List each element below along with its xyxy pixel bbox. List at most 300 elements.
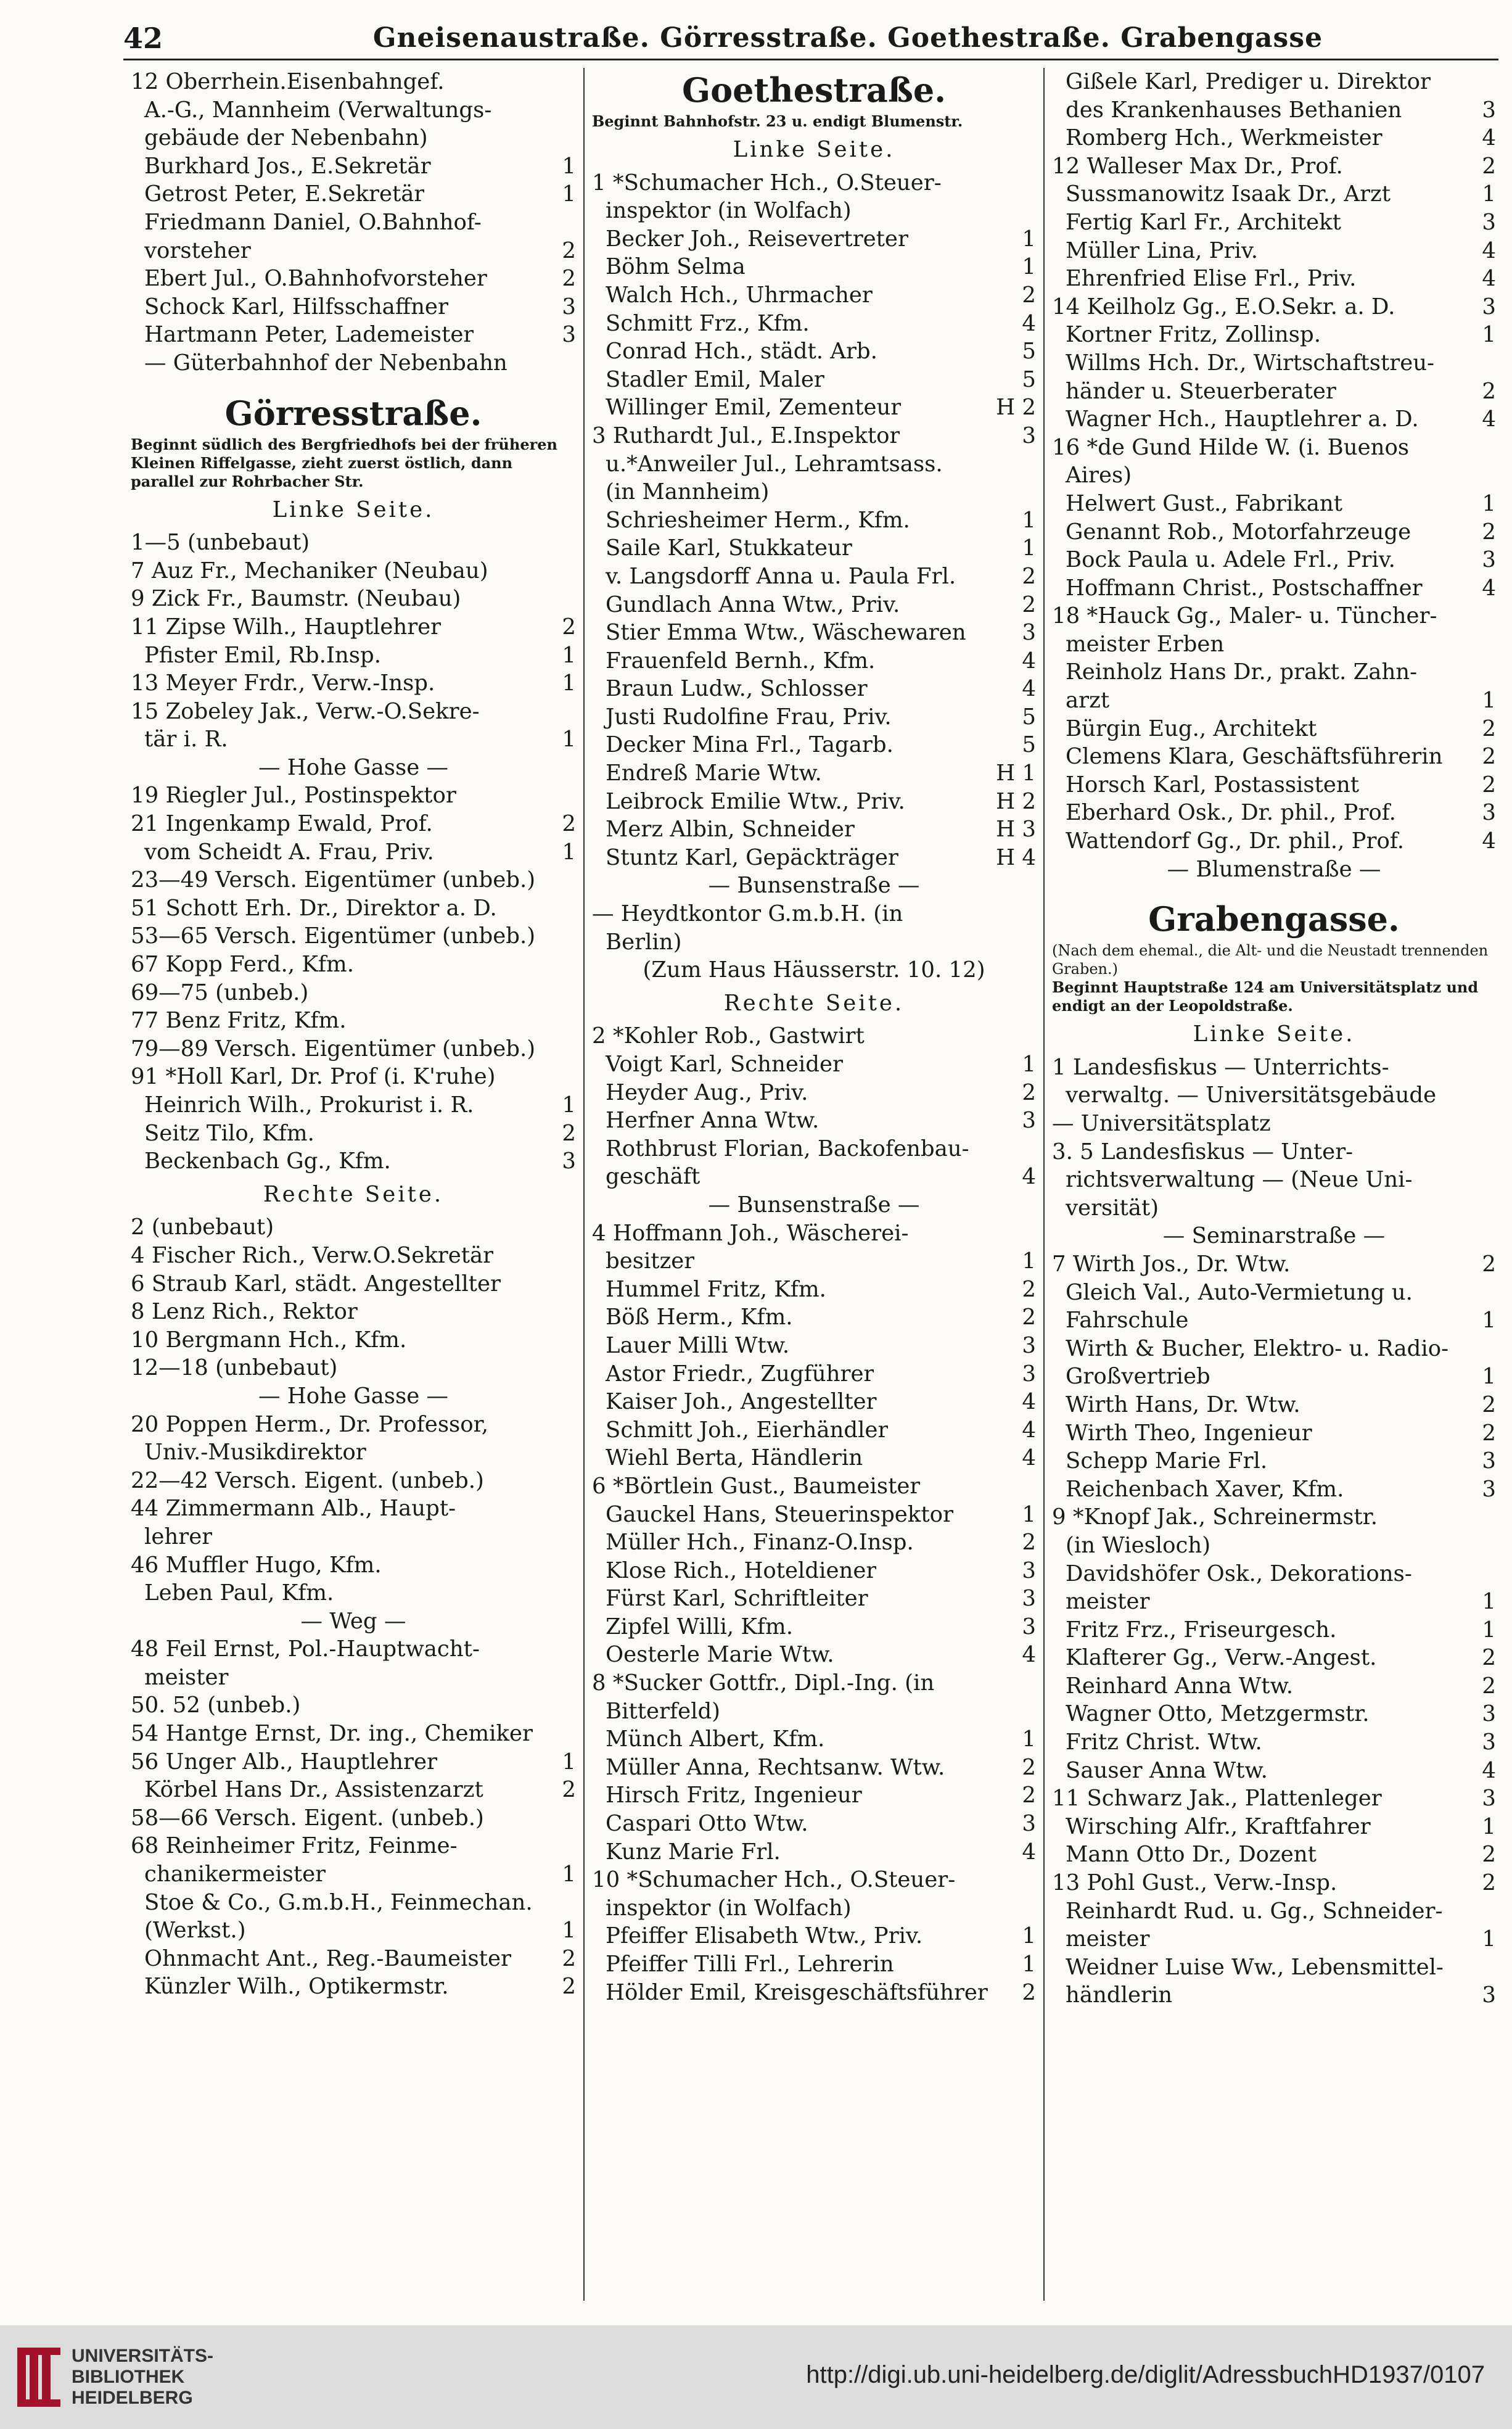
- directory-entry: [592, 1247, 1036, 1276]
- entry-text: Linke Seite.: [272, 497, 435, 522]
- floor-number: 2: [1022, 282, 1036, 308]
- directory-entry: [592, 1585, 1036, 1613]
- entry-text: — Hohe Gasse —: [258, 1383, 449, 1409]
- entry-text: 56 Unger Alb., Hauptlehrer: [131, 1749, 437, 1775]
- entry-text: Heinrich Wilh., Prokurist i. R.: [144, 1092, 474, 1118]
- floor-number: 1: [1482, 322, 1496, 348]
- entry-text: Fürst Karl, Schriftleiter: [606, 1586, 868, 1612]
- floor-number: 1: [562, 1092, 576, 1118]
- entry-text: Reinhard Anna Wtw.: [1066, 1673, 1293, 1699]
- entry-text: Beginnt südlich des Bergfriedhofs bei der früheren Kleinen Riffelgasse, zieht zuerst östlich, dann parallel zur Rohrbacher Str.: [131, 435, 557, 490]
- entry-text: 7 Auz Fr., Mechaniker (Neubau): [131, 558, 488, 584]
- entry-text: 21 Ingenkamp Ewald, Prof.: [131, 811, 433, 837]
- entry-text: Kunz Marie Frl.: [606, 1839, 781, 1865]
- entry-text: — Bunsenstraße —: [708, 873, 920, 899]
- directory-entry: [592, 1135, 1036, 1163]
- directory-entry: [592, 1163, 1036, 1191]
- entry-text: 3. 5 Landesfiskus — Unter-: [1052, 1139, 1354, 1165]
- directory-entry: [592, 1472, 1036, 1501]
- entry-text: 16 *de Gund Hilde W. (i. Buenos: [1052, 434, 1410, 460]
- source-url-link[interactable]: http://digi.ub.uni-heidelberg.de/diglit/AdressbuchHD1937/0107: [806, 2361, 1485, 2388]
- entry-text: Hirsch Fritz, Ingenieur: [606, 1783, 862, 1808]
- column-left: [123, 68, 583, 2301]
- floor-number: 1: [1022, 507, 1036, 533]
- entry-text: Lauer Milli Wtw.: [606, 1332, 790, 1358]
- directory-entry: [592, 1557, 1036, 1585]
- directory-entry: [1052, 461, 1496, 490]
- directory-entry: [1052, 1925, 1496, 1953]
- directory-entry: [1052, 1672, 1496, 1701]
- directory-entry: [1052, 1813, 1496, 1841]
- floor-number: 1: [1022, 1923, 1036, 1949]
- directory-entry: [131, 1438, 576, 1467]
- entry-text: Wagner Otto, Metzgermstr.: [1066, 1701, 1370, 1727]
- entry-text: (in Mannheim): [606, 479, 770, 505]
- directory-entry: [592, 1950, 1036, 1979]
- entry-text: u.*Anweiler Jul., Lehramtsass.: [606, 451, 943, 477]
- entry-text: vorsteher: [144, 237, 251, 263]
- floor-number: 1: [562, 670, 576, 696]
- entry-text: meister: [1066, 1589, 1150, 1615]
- entry-text: Aires): [1066, 463, 1132, 489]
- directory-entry: [1052, 1081, 1496, 1110]
- entry-text: 44 Zimmermann Alb., Haupt-: [131, 1496, 456, 1522]
- floor-number: 2: [1482, 744, 1496, 770]
- entry-text: Willinger Emil, Zementeur: [606, 395, 902, 421]
- directory-entry: [592, 1697, 1036, 1726]
- directory-entry: [592, 478, 1036, 506]
- entry-text: des Krankenhauses Bethanien: [1066, 97, 1402, 123]
- directory-entry: [1052, 1588, 1496, 1616]
- floor-number: 3: [1482, 1730, 1496, 1755]
- floor-number: 2: [562, 1777, 576, 1803]
- entry-text: 51 Schott Erh. Dr., Direktor a. D.: [131, 895, 497, 921]
- directory-entry: [592, 534, 1036, 563]
- entry-text: 9 Zick Fr., Baumstr. (Neubau): [131, 586, 461, 612]
- entry-text: Horsch Karl, Postassistent: [1066, 772, 1360, 798]
- entry-text: Stuntz Karl, Gepäckträger: [606, 844, 898, 870]
- floor-number: 1: [1022, 535, 1036, 561]
- entry-text: 8 Lenz Rich., Rektor: [131, 1299, 358, 1325]
- directory-entry: [592, 197, 1036, 225]
- entry-text: Becker Joh., Reisevertreter: [606, 226, 908, 252]
- directory-entry: [592, 563, 1036, 591]
- column-middle: [583, 68, 1043, 2301]
- floor-number: 2: [562, 237, 576, 263]
- entry-text: — Güterbahnhof der Nebenbahn: [144, 350, 507, 376]
- directory-entry: [131, 1832, 576, 1860]
- floor-number: 1: [1482, 1813, 1496, 1839]
- floor-number: 3: [1022, 620, 1036, 646]
- directory-entry: [1052, 434, 1496, 462]
- entry-text: Kaiser Joh., Angestellter: [606, 1389, 877, 1415]
- floor-number: 3: [1482, 1786, 1496, 1812]
- floor-number: 4: [1022, 1642, 1036, 1668]
- directory-entry: [1052, 602, 1496, 630]
- directory-entry: [1052, 1700, 1496, 1728]
- entry-text: Kortner Fritz, Zollinsp.: [1066, 322, 1321, 348]
- directory-entry: [1052, 658, 1496, 687]
- floor-number: 2: [1482, 1870, 1496, 1896]
- directory-entry: [1052, 1784, 1496, 1813]
- floor-number: 2: [1482, 1673, 1496, 1699]
- directory-entry: [131, 1635, 576, 1664]
- entry-text: Beginnt Hauptstraße 124 am Universitätsplatz und endigt an der Leopoldstraße.: [1052, 978, 1479, 1015]
- floor-number: 3: [1022, 1108, 1036, 1134]
- entry-text: Ebert Jul., O.Bahnhofvorsteher: [144, 266, 487, 292]
- side-heading: [592, 989, 1036, 1018]
- floor-number: 2: [1482, 772, 1496, 798]
- directory-entry: [131, 1147, 576, 1176]
- entry-text: — Heydtkontor G.m.b.H. (in: [592, 901, 903, 927]
- floor-number: 3: [1482, 1448, 1496, 1474]
- floor-number: 4: [1022, 310, 1036, 336]
- entry-text: Stier Emma Wtw., Wäschewaren: [606, 620, 966, 646]
- floor-number: 5: [1022, 339, 1036, 365]
- entry-text: Stadler Emil, Maler: [606, 366, 824, 392]
- directory-entry: [131, 1354, 576, 1382]
- directory-entry: [1052, 180, 1496, 208]
- directory-entry: [131, 1007, 576, 1035]
- floor-number: 2: [1022, 1530, 1036, 1556]
- entry-text: Hummel Fritz, Kfm.: [606, 1276, 826, 1302]
- entry-text: Ohnmacht Ant., Reg.-Baumeister: [144, 1945, 511, 1971]
- directory-entry: [131, 1664, 576, 1692]
- directory-entry: [592, 1022, 1036, 1050]
- entry-text: verwaltg. — Universitätsgebäude: [1066, 1083, 1437, 1108]
- entry-text: Schock Karl, Hilfsschaffner: [144, 294, 448, 320]
- entry-text: geschäft: [606, 1164, 701, 1190]
- entry-text: Clemens Klara, Geschäftsführerin: [1066, 744, 1443, 770]
- directory-entry: [131, 1411, 576, 1439]
- floor-number: 2: [1022, 1979, 1036, 2005]
- directory-entry: [1052, 405, 1496, 434]
- floor-number: 3: [1482, 547, 1496, 573]
- directory-entry: [592, 619, 1036, 647]
- floor-number: 4: [1022, 1389, 1036, 1415]
- directory-entry: [1052, 1138, 1496, 1166]
- floor-number: 4: [1022, 648, 1036, 674]
- entry-text: 53—65 Versch. Eigentümer (unbeb.): [131, 923, 536, 949]
- floor-number: 2: [1022, 1079, 1036, 1105]
- entry-text: 1 Landesfiskus — Unterrichts-: [1052, 1054, 1389, 1080]
- directory-entry: [592, 1219, 1036, 1248]
- floor-number: 1: [562, 727, 576, 753]
- floor-number: 4: [1022, 1417, 1036, 1443]
- floor-number: 1: [562, 153, 576, 179]
- directory-entry: [1052, 1869, 1496, 1897]
- directory-entry: [131, 894, 576, 923]
- floor-number: 1: [1482, 688, 1496, 714]
- entry-text: Leben Paul, Kfm.: [144, 1580, 334, 1606]
- entry-text: 22—42 Versch. Eigent. (unbeb.): [131, 1467, 484, 1493]
- entry-text: 13 Meyer Frdr., Verw.-Insp.: [131, 670, 435, 696]
- directory-entry: [1052, 1757, 1496, 1785]
- entry-text: Caspari Otto Wtw.: [606, 1811, 808, 1837]
- directory-entry: [592, 1866, 1036, 1894]
- directory-entry: [1052, 687, 1496, 715]
- directory-entry: [131, 529, 576, 557]
- cross-street-marker: [1052, 856, 1496, 884]
- directory-entry: [1052, 1194, 1496, 1223]
- floor-number: 2: [1022, 592, 1036, 617]
- directory-entry: [592, 900, 1036, 928]
- entry-text: 15 Zobeley Jak., Verw.-O.Sekre-: [131, 698, 480, 724]
- entry-text: Voigt Karl, Schneider: [606, 1052, 843, 1077]
- directory-entry: [592, 815, 1036, 844]
- floor-number: 3: [1022, 1361, 1036, 1387]
- entry-text: Endreß Marie Wtw.: [606, 761, 822, 786]
- directory-entry: [1052, 265, 1496, 293]
- entry-text: Wirth Hans, Dr. Wtw.: [1066, 1392, 1300, 1417]
- entry-text: Münch Albert, Kfm.: [606, 1726, 825, 1752]
- directory-entry: [1052, 1391, 1496, 1419]
- floor-number: 2: [562, 614, 576, 640]
- entry-text: Schriesheimer Herm., Kfm.: [606, 507, 910, 533]
- library-logo[interactable]: [17, 2346, 213, 2409]
- floor-number: 5: [1022, 366, 1036, 392]
- page-header: [123, 17, 1498, 60]
- entry-text: Weidner Luise Ww., Lebensmittel-: [1066, 1954, 1444, 1980]
- directory-entry: [1052, 1335, 1496, 1363]
- entry-text: 3 Ruthardt Jul., E.Inspektor: [592, 423, 900, 448]
- entry-text: 10 *Schumacher Hch., O.Steuer-: [592, 1867, 956, 1893]
- entry-text: Fritz Frz., Friseurgesch.: [1066, 1617, 1337, 1643]
- entry-text: Braun Ludw., Schlosser: [606, 676, 868, 702]
- floor-number: 3: [1482, 97, 1496, 123]
- directory-entry: [592, 1613, 1036, 1641]
- entry-text: Müller Anna, Rechtsanw. Wtw.: [606, 1754, 945, 1780]
- entry-text: Oesterle Marie Wtw.: [606, 1642, 834, 1668]
- floor-number: 3: [1482, 1982, 1496, 2008]
- directory-entry: [592, 422, 1036, 450]
- entry-text: Beckenbach Gg., Kfm.: [144, 1149, 391, 1174]
- directory-entry: [1052, 1532, 1496, 1560]
- entry-text: 13 Pohl Gust., Verw.-Insp.: [1052, 1870, 1337, 1896]
- entry-text: Astor Friedr., Zugführer: [606, 1361, 874, 1387]
- directory-entry: [131, 1120, 576, 1148]
- floor-number: 1: [1022, 1248, 1036, 1274]
- floor-number: 5: [1022, 732, 1036, 758]
- floor-number: 2: [1482, 716, 1496, 741]
- entry-text: — Universitätsplatz: [1052, 1111, 1271, 1136]
- floor-number: 4: [1482, 406, 1496, 432]
- entry-text: Getrost Peter, E.Sekretär: [144, 181, 425, 207]
- floor-number: 3: [1022, 1557, 1036, 1583]
- directory-entry: [131, 321, 576, 349]
- floor-number: H 4: [996, 844, 1036, 870]
- entry-text: Linke Seite.: [1193, 1021, 1355, 1047]
- directory-entry: [1052, 321, 1496, 349]
- directory-entry: [1052, 1644, 1496, 1672]
- directory-entry: [131, 698, 576, 726]
- floor-number: 3: [1022, 1332, 1036, 1358]
- floor-number: 2: [1022, 1754, 1036, 1780]
- floor-number: 3: [1022, 423, 1036, 448]
- directory-entry: [131, 349, 576, 377]
- entry-text: 7 Wirth Jos., Dr. Wtw.: [1052, 1251, 1291, 1277]
- directory-entry: [131, 866, 576, 894]
- entry-text: 19 Riegler Jul., Postinspektor: [131, 783, 456, 809]
- directory-entry: [1052, 1306, 1496, 1335]
- directory-entry: [131, 781, 576, 810]
- directory-entry: [131, 1495, 576, 1523]
- directory-entry: [131, 557, 576, 585]
- entry-text: Bock Paula u. Adele Frl., Priv.: [1066, 547, 1395, 573]
- entry-text: 4 Fischer Rich., Verw.O.Sekretär: [131, 1242, 494, 1268]
- entry-text: Großvertrieb: [1066, 1364, 1210, 1390]
- entry-text: gebäude der Nebenbahn): [144, 125, 428, 151]
- directory-entry: [592, 1979, 1036, 2007]
- entry-text: 1 *Schumacher Hch., O.Steuer-: [592, 170, 942, 196]
- directory-entry: [131, 180, 576, 208]
- entry-text: 12 Oberrhein.Eisenbahngef.: [131, 69, 445, 94]
- floor-number: 3: [1482, 1701, 1496, 1727]
- directory-entry: [131, 1691, 576, 1720]
- floor-number: 1: [562, 1862, 576, 1887]
- directory-entry: [131, 1298, 576, 1326]
- directory-entry: [131, 1804, 576, 1833]
- directory-entry: [1052, 490, 1496, 518]
- directory-entry: [1052, 1054, 1496, 1082]
- entry-text: Genannt Rob., Motorfahrzeuge: [1066, 519, 1411, 545]
- street-heading: [1052, 897, 1496, 941]
- directory-entry: [592, 1276, 1036, 1304]
- entry-text: Hölder Emil, Kreisgeschäftsführer: [606, 1979, 988, 2005]
- entry-text: 12—18 (unbebaut): [131, 1355, 338, 1381]
- entry-text: Sussmanowitz Isaak Dr., Arzt: [1066, 181, 1391, 207]
- directory-entry: [131, 1776, 576, 1804]
- directory-entry: [131, 922, 576, 951]
- floor-number: 1: [1482, 181, 1496, 207]
- floor-number: H 2: [996, 395, 1036, 421]
- floor-number: 1: [562, 1918, 576, 1944]
- directory-entry: [131, 1213, 576, 1242]
- floor-number: 3: [1022, 1811, 1036, 1837]
- floor-number: 3: [1482, 294, 1496, 320]
- directory-entry: [1052, 124, 1496, 152]
- entry-text: Ehrenfried Elise Frl., Priv.: [1066, 266, 1357, 292]
- directory-entry: [131, 669, 576, 698]
- cross-street-marker: [592, 1191, 1036, 1219]
- entry-text: 11 Zipse Wilh., Hauptlehrer: [131, 614, 442, 640]
- directory-entry: [131, 1270, 576, 1298]
- entry-text: Reinhardt Rud. u. Gg., Schneider-: [1066, 1898, 1443, 1924]
- entry-text: Eberhard Osk., Dr. phil., Prof.: [1066, 800, 1396, 826]
- floor-number: 1: [1022, 1501, 1036, 1527]
- entry-text: 54 Hantge Ernst, Dr. ing., Chemiker: [131, 1721, 533, 1747]
- entry-text: Merz Albin, Schneider: [606, 817, 855, 843]
- entry-text: Reichenbach Xaver, Kfm.: [1066, 1476, 1344, 1502]
- directory-entry: [131, 1035, 576, 1063]
- entry-text: 68 Reinheimer Fritz, Feinme-: [131, 1833, 458, 1859]
- entry-text: Helwert Gust., Fabrikant: [1066, 490, 1343, 516]
- directory-entry: [131, 1916, 576, 1945]
- entry-text: Univ.-Musikdirektor: [144, 1440, 366, 1466]
- entry-text: Pfeiffer Elisabeth Wtw., Priv.: [606, 1923, 923, 1949]
- entry-text: Friedmann Daniel, O.Bahnhof-: [144, 209, 482, 235]
- directory-entry: [131, 1579, 576, 1607]
- directory-entry: [592, 1079, 1036, 1107]
- directory-entry: [592, 1641, 1036, 1669]
- floor-number: 2: [1022, 1783, 1036, 1808]
- floor-number: 1: [1022, 1726, 1036, 1752]
- directory-entry: [1052, 96, 1496, 125]
- entry-text: meister: [1066, 1926, 1150, 1952]
- entry-text: Körbel Hans Dr., Assistenzarzt: [144, 1777, 483, 1803]
- entry-text: A.-G., Mannheim (Verwaltungs-: [144, 97, 492, 123]
- entry-text: (in Wiesloch): [1066, 1532, 1211, 1558]
- entry-text: Müller Hch., Finanz-O.Insp.: [606, 1530, 914, 1556]
- entry-text: Fahrschule: [1066, 1308, 1189, 1334]
- directory-entry: [131, 1326, 576, 1355]
- entry-text: Rechte Seite.: [263, 1181, 444, 1207]
- directory-entry: [1052, 1841, 1496, 1869]
- directory-entry: [592, 928, 1036, 957]
- floor-number: 5: [1022, 704, 1036, 730]
- directory-entry: [592, 1725, 1036, 1754]
- entry-text: (Nach dem ehemal., die Alt- und die Neustadt trennenden Graben.): [1052, 942, 1489, 978]
- entry-text: Berlin): [606, 929, 682, 955]
- directory-entry: [1052, 1279, 1496, 1307]
- entry-text: Bürgin Eug., Architekt: [1066, 716, 1317, 741]
- entry-text: — Seminarstraße —: [1162, 1223, 1386, 1249]
- directory-entry: [1052, 799, 1496, 827]
- floor-number: 2: [1482, 1420, 1496, 1446]
- entry-text: Bitterfeld): [606, 1698, 721, 1724]
- directory-entry: [1052, 68, 1496, 96]
- floor-number: 1: [1482, 1926, 1496, 1952]
- floor-number: 2: [1482, 1251, 1496, 1277]
- entry-text: besitzer: [606, 1248, 695, 1274]
- cross-street-marker: [592, 956, 1036, 984]
- floor-number: 4: [1482, 575, 1496, 601]
- directory-entry: [131, 1748, 576, 1776]
- directory-entry: [592, 1360, 1036, 1388]
- entry-text: v. Langsdorff Anna u. Paula Frl.: [606, 563, 956, 589]
- entry-text: vom Scheidt A. Frau, Priv.: [144, 839, 434, 865]
- floor-number: 1: [1022, 1952, 1036, 1977]
- floor-number: 1: [1482, 1589, 1496, 1615]
- directory-entry: [1052, 1560, 1496, 1588]
- directory-entry: [131, 1945, 576, 1973]
- entry-text: Goethestraße.: [681, 70, 947, 110]
- entry-text: 8 *Sucker Gottfr., Dipl.-Ing. (in: [592, 1670, 935, 1696]
- directory-entry: [131, 1973, 576, 2001]
- logo-line-3: HEIDELBERG: [72, 2388, 193, 2408]
- entry-text: Schmitt Joh., Eierhändler: [606, 1417, 889, 1443]
- directory-entry: [592, 281, 1036, 310]
- directory-entry: [131, 152, 576, 181]
- directory-entry: [131, 293, 576, 321]
- floor-number: 1: [562, 1749, 576, 1775]
- floor-number: 1: [1022, 254, 1036, 280]
- entry-text: — Hohe Gasse —: [258, 754, 449, 780]
- directory-entry: [592, 844, 1036, 872]
- entry-text: versität): [1066, 1195, 1159, 1221]
- entry-text: 6 *Börtlein Gust., Baumeister: [592, 1473, 921, 1499]
- directory-entry: [1052, 237, 1496, 265]
- entry-text: Schmitt Frz., Kfm.: [606, 310, 810, 336]
- entry-text: Rechte Seite.: [723, 990, 905, 1016]
- floor-number: 4: [1482, 828, 1496, 854]
- entry-text: chanikermeister: [144, 1862, 326, 1887]
- entry-text: Gleich Val., Auto-Vermietung u.: [1066, 1279, 1413, 1305]
- directory-columns: [123, 68, 1505, 2301]
- directory-entry: [592, 394, 1036, 422]
- directory-entry: [592, 1810, 1036, 1838]
- directory-entry: [131, 208, 576, 237]
